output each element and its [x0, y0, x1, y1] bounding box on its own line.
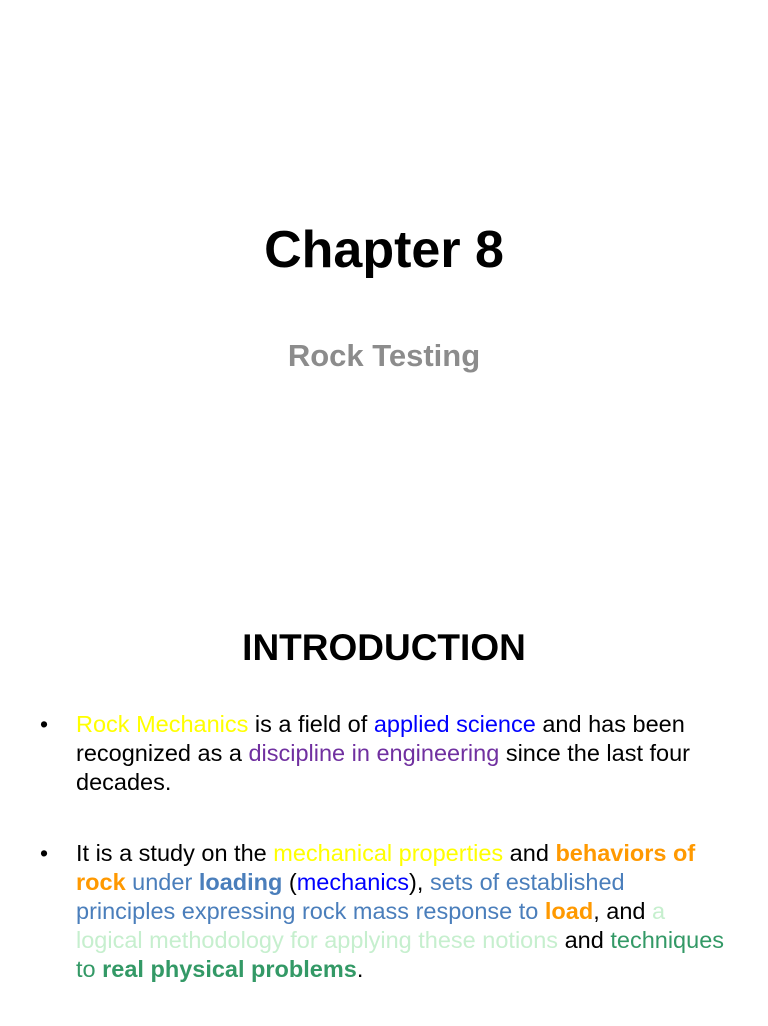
bullet-text	[76, 711, 690, 795]
text-run: and	[503, 840, 556, 866]
text-run: , and	[593, 898, 653, 924]
text-run: since the last four decades.	[76, 740, 691, 795]
section-heading: INTRODUCTION	[242, 627, 526, 668]
text-run: (	[282, 869, 297, 895]
text-run: a logical methodology for applying these notions	[76, 898, 666, 953]
text-run: real physical problems	[102, 956, 357, 982]
text-run: mechanical properties	[273, 840, 504, 866]
bullet-item	[38, 839, 728, 984]
bullet-marker: •	[40, 711, 49, 737]
bullet-marker: •	[40, 840, 49, 866]
text-run: loading	[198, 869, 283, 895]
text-run: under	[125, 869, 199, 895]
text-run: It is a study on the	[76, 840, 274, 866]
bullet-item	[38, 710, 728, 797]
introduction-slide	[0, 600, 768, 1020]
text-run: is a field of	[248, 711, 374, 737]
text-run: .	[356, 956, 364, 982]
text-run: sets of established principles expressing rock mass response to	[76, 869, 625, 924]
text-run: and has been recognized as a	[76, 711, 685, 766]
slide-subtitle: Rock Testing	[287, 338, 481, 373]
bullet-list	[38, 710, 728, 1026]
text-run: and	[558, 927, 611, 953]
text-run: discipline in engineering	[248, 740, 500, 766]
text-run: mechanics	[296, 869, 410, 895]
text-run: techniques to	[76, 927, 725, 982]
text-run: load	[544, 898, 594, 924]
title-slide	[0, 208, 768, 373]
text-run: Rock Mechanics	[76, 711, 249, 737]
text-run: behaviors of rock	[76, 840, 696, 895]
text-run: ),	[409, 869, 430, 895]
slide-title: Chapter 8	[264, 221, 504, 279]
text-run: applied science	[373, 711, 536, 737]
bullet-text	[76, 840, 724, 982]
